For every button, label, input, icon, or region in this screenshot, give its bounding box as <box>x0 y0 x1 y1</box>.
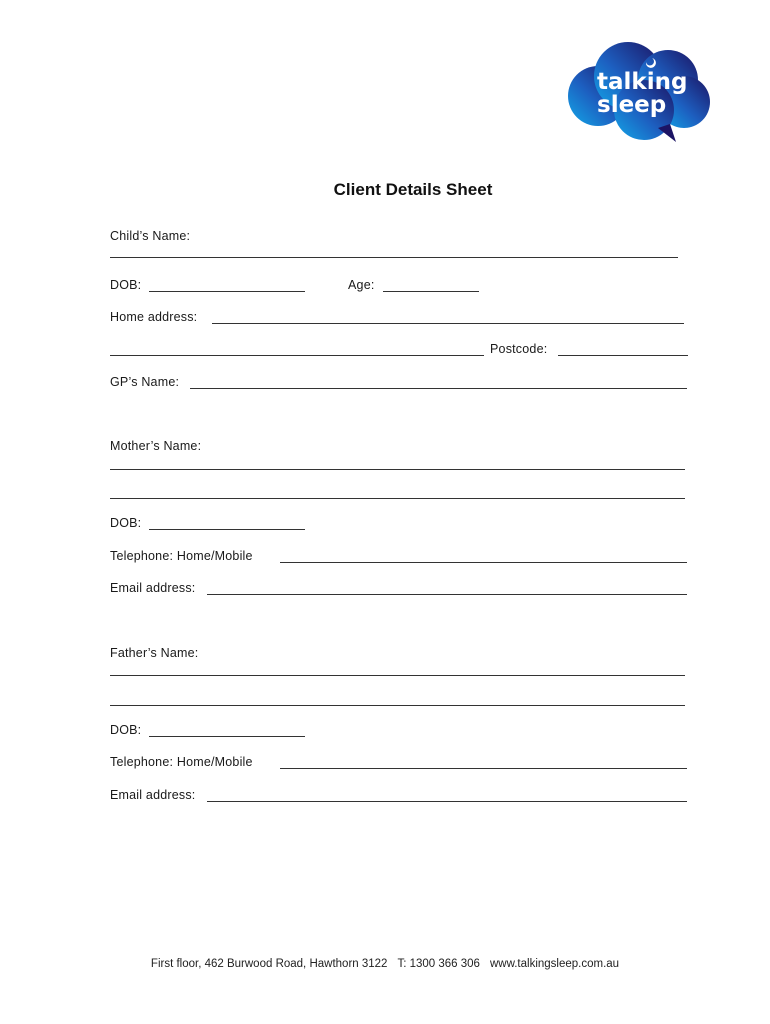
father-name-label: Father’s Name: <box>110 646 199 660</box>
mother-email-field[interactable] <box>207 594 687 595</box>
mother-dob-label: DOB: <box>110 516 142 530</box>
home-address-field[interactable] <box>212 323 684 324</box>
father-telephone-field[interactable] <box>280 768 687 769</box>
footer-phone: T: 1300 366 306 <box>397 958 480 970</box>
child-dob-field[interactable] <box>149 291 305 292</box>
child-age-field[interactable] <box>383 291 479 292</box>
mother-dob-field[interactable] <box>149 529 305 530</box>
gp-name-label: GP’s Name: <box>110 375 180 389</box>
footer-website: www.talkingsleep.com.au <box>489 958 620 970</box>
gp-name-field[interactable] <box>190 388 687 389</box>
child-age-label: Age: <box>348 278 375 292</box>
father-email-field[interactable] <box>207 801 687 802</box>
father-telephone-label: Telephone: Home/Mobile <box>110 755 253 769</box>
father-dob-label: DOB: <box>110 723 142 737</box>
talking-sleep-logo <box>566 40 714 142</box>
father-email-label: Email address: <box>110 788 196 802</box>
footer-address: First floor, 462 Burwood Road, Hawthorn 3122 <box>150 958 388 970</box>
mother-email-label: Email address: <box>110 581 196 595</box>
father-dob-field[interactable] <box>149 736 305 737</box>
mother-name-label: Mother’s Name: <box>110 439 202 453</box>
mother-telephone-label: Telephone: Home/Mobile <box>110 549 253 563</box>
home-address-label: Home address: <box>110 310 198 324</box>
mother-name-field-line-2[interactable] <box>110 498 685 499</box>
child-name-label: Child’s Name: <box>110 229 191 243</box>
logo-text-sleep: sleep <box>597 92 667 118</box>
father-name-field[interactable] <box>110 675 685 676</box>
father-name-field-line-2[interactable] <box>110 705 685 706</box>
page-title: Client Details Sheet <box>333 180 493 199</box>
mother-name-field[interactable] <box>110 469 685 470</box>
postcode-label: Postcode: <box>490 342 548 356</box>
logo-text-talking: talking <box>597 69 688 95</box>
mother-telephone-field[interactable] <box>280 562 687 563</box>
child-name-field[interactable] <box>110 257 678 258</box>
postcode-field[interactable] <box>558 355 688 356</box>
child-dob-label: DOB: <box>110 278 142 292</box>
home-address-field-line-2[interactable] <box>110 355 484 356</box>
footer <box>0 958 770 970</box>
